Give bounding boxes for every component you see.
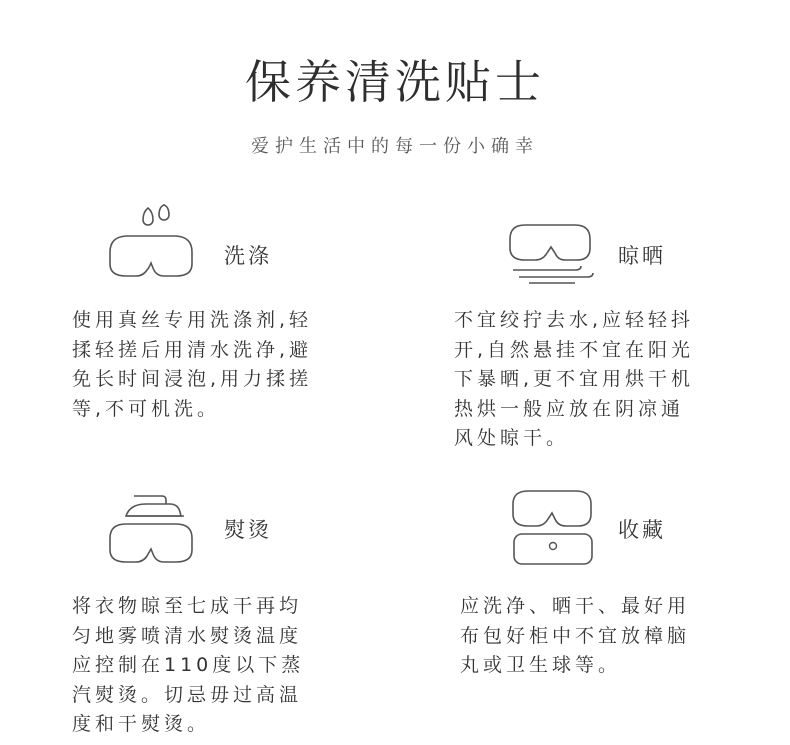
page-subtitle: 爱护生活中的每一份小确幸 <box>251 136 539 157</box>
section-title-washing: 洗涤 <box>224 244 272 268</box>
eye-mask-with-iron-icon <box>106 490 196 568</box>
section-text-storage: 应洗净、晒干、最好用 布包好柜中不宜放樟脑 丸或卫生球等。 <box>460 595 691 676</box>
section-text-drying: 不宜绞拧去水,应轻轻抖 开,自然悬挂不宜在阳光 下暴晒,更不宜用烘干机 热烘一般应放在阴凉通 风处晾干。 <box>454 309 695 449</box>
section-title-ironing: 熨烫 <box>224 518 272 542</box>
eye-mask-with-water-drops-icon <box>106 204 196 282</box>
section-title-storage: 收藏 <box>618 518 666 542</box>
section-text-washing: 使用真丝专用洗涤剂,轻 揉轻搓后用清水洗净,避 免长时间浸泡,用力揉搓 等,不可机洗。 <box>72 309 313 420</box>
section-text-ironing: 将衣物晾至七成干再均 匀地雾喷清水熨烫温度 应控制在110度以下蒸 汽熨烫。切忌毋过高温 度和干熨烫。 <box>72 595 305 735</box>
eye-mask-with-wind-icon <box>505 222 599 288</box>
page-title: 保养清洗贴士 <box>245 55 545 109</box>
section-title-drying: 晾晒 <box>618 244 666 268</box>
eye-mask-with-storage-box-icon <box>508 488 598 568</box>
